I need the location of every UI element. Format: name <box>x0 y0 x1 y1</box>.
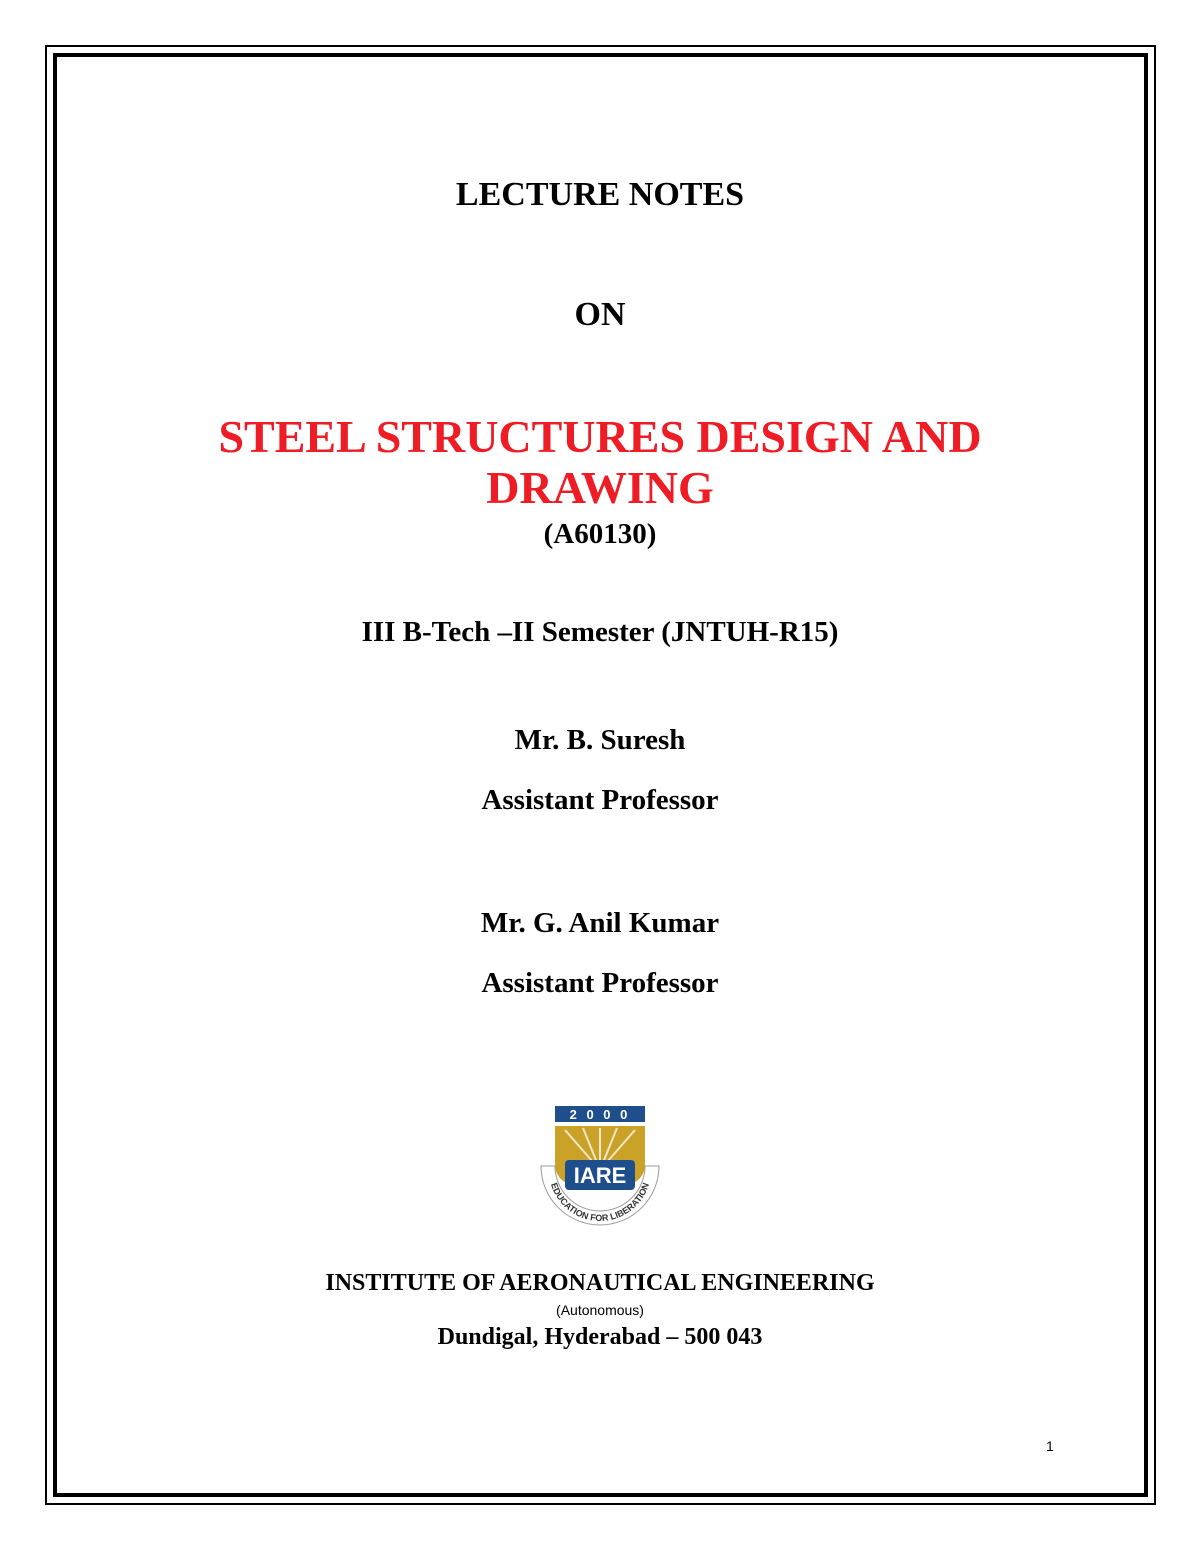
course-title-line1: STEEL STRUCTURES DESIGN AND <box>218 411 982 462</box>
author-name: Mr. B. Suresh <box>514 724 686 756</box>
logo-motto-text: EDUCATION FOR LIBERATION <box>549 1181 651 1224</box>
institute-name: INSTITUTE OF AERONAUTICAL ENGINEERING <box>325 1270 875 1296</box>
autonomous-label: (Autonomous) <box>556 1302 644 1318</box>
author-name: Mr. G. Anil Kumar <box>480 907 720 939</box>
lecture-notes-heading: LECTURE NOTES <box>455 176 745 213</box>
course-title-line2: DRAWING <box>486 462 714 513</box>
institute-address: Dundigal, Hyderabad – 500 043 <box>437 1324 763 1350</box>
on-heading: ON <box>574 296 626 333</box>
logo-year-text: 2 0 0 0 <box>569 1107 631 1122</box>
course-code: (A60130) <box>543 518 657 550</box>
iare-logo <box>535 1100 665 1240</box>
semester-info: III B-Tech –II Semester (JNTUH-R15) <box>361 616 839 648</box>
page-number: 1 <box>1046 1438 1054 1454</box>
author-designation: Assistant Professor <box>481 784 719 816</box>
logo-acronym-text: IARE <box>573 1163 627 1188</box>
author-designation: Assistant Professor <box>481 967 719 999</box>
